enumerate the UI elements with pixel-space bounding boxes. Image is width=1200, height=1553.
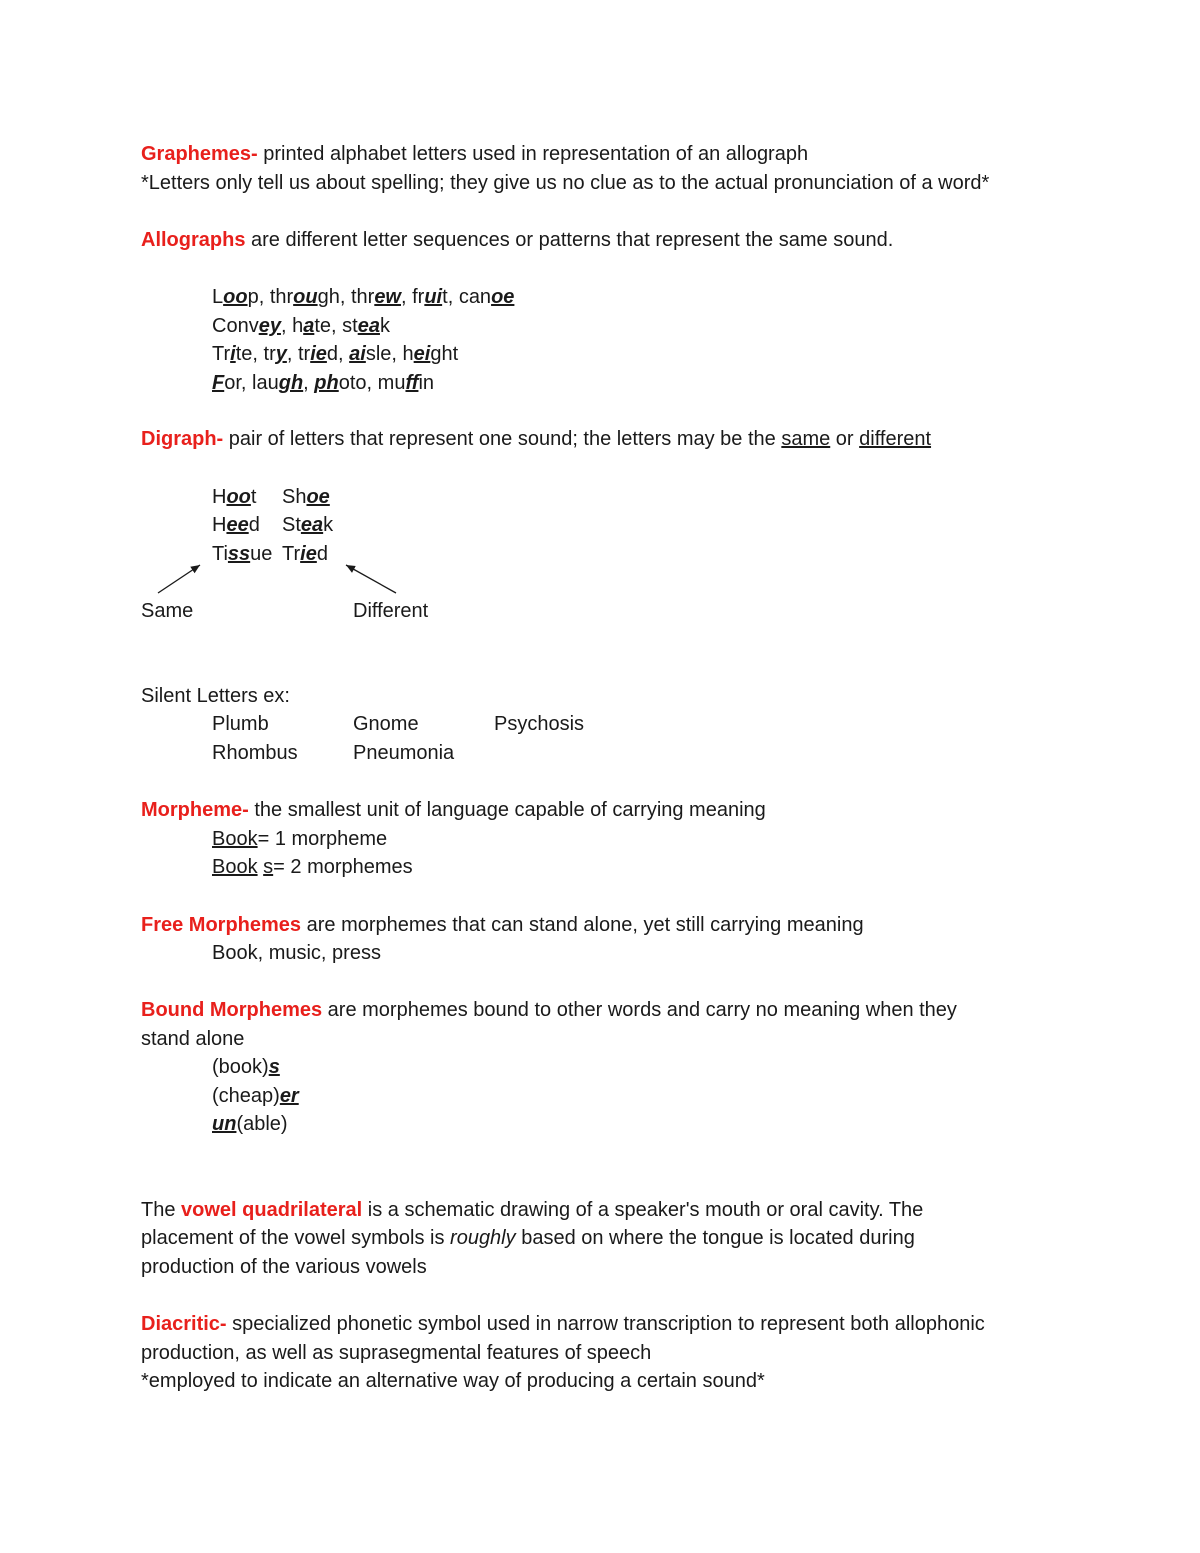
highlighted-letters: oo (223, 286, 248, 308)
highlighted-letters: ee (226, 514, 249, 536)
bound-morphemes-definition-line (141, 998, 957, 1022)
word-part: sle (365, 343, 392, 365)
word-part: L (212, 286, 224, 308)
word-part: thr (269, 286, 294, 308)
word-part: fr (412, 286, 425, 308)
free-morphemes-example: Book, music, press (212, 942, 381, 964)
diacritic-definition-line (141, 1312, 985, 1336)
word-part: Sh (282, 486, 307, 508)
diacritic-definition: specialized phonetic symbol used in narrow transcription to represent both allophonic (226, 1313, 985, 1335)
graphemes-term: Graphemes- (141, 143, 258, 165)
word-part: thr (350, 286, 375, 308)
highlighted-letters: F (212, 372, 225, 394)
word-part: d (326, 343, 339, 365)
word-part: d (248, 514, 260, 536)
bound-example-affix: s (268, 1056, 280, 1078)
digraph-definition: pair of letters that represent one sound; the letters may be the (223, 428, 782, 450)
morpheme-example-word: Book (212, 828, 258, 850)
bound-morphemes-definition: are morphemes bound to other words and carry no meaning when they (322, 999, 957, 1021)
graphemes-note: *Letters only tell us about spelling; they give us no clue as to the actual pronunciation of a word* (141, 172, 990, 194)
silent-word: Gnome (353, 713, 419, 735)
word-part: p (247, 286, 259, 308)
silent-letters-heading: Silent Letters ex: (141, 685, 290, 707)
allographs-term: Allographs (141, 229, 246, 251)
word-part: Ti (212, 543, 228, 565)
word-part: Tr (282, 543, 301, 565)
vowel-quadrilateral-line-3: production of the various vowels (141, 1256, 427, 1278)
highlighted-letters: ie (300, 543, 317, 565)
morpheme-definition: the smallest unit of language capable of carrying meaning (248, 799, 766, 821)
word-part: st (342, 315, 358, 337)
separator: , (286, 343, 298, 365)
diacritic-note: *employed to indicate an alternative way of producing a certain sound* (141, 1370, 765, 1392)
vowel-quad-pre: The (141, 1199, 182, 1221)
separator: , (303, 372, 315, 394)
vowel-quadrilateral-line-2 (141, 1226, 915, 1250)
word-part: mu (377, 372, 406, 394)
highlighted-letters: oe (491, 286, 515, 308)
arrow-to-same (158, 565, 200, 593)
word-part: lau (252, 372, 279, 394)
morpheme-example-word: Book (212, 856, 258, 878)
highlighted-letters: y (275, 343, 287, 365)
highlighted-letters: ff (405, 372, 419, 394)
vowel-quad-text: placement of the vowel symbols is (141, 1227, 451, 1249)
highlighted-letters: ea (357, 315, 380, 337)
separator: , (401, 286, 413, 308)
bound-morphemes-term: Bound Morphemes (141, 999, 323, 1021)
highlighted-letters: a (303, 315, 315, 337)
highlighted-letters: ai (349, 343, 366, 365)
word-part: can (458, 286, 492, 308)
silent-word: Rhombus (212, 742, 298, 764)
digraph-or: or (830, 428, 860, 450)
highlighted-letters: ey (258, 315, 281, 337)
separator: , (366, 372, 378, 394)
word-part: d (316, 543, 328, 565)
highlighted-letters: ui (424, 286, 443, 308)
word-part: in (418, 372, 435, 394)
word-part: tr (297, 343, 311, 365)
vowel-quadrilateral-term: vowel quadrilateral (181, 1199, 363, 1221)
word-part: h (402, 343, 414, 365)
word-part: or (224, 372, 241, 394)
bound-example-3 (212, 1112, 288, 1136)
morpheme-example-1 (212, 827, 387, 851)
word-part: k (323, 514, 334, 536)
word-part: oto (338, 372, 367, 394)
morpheme-example-suffix: s (263, 856, 274, 878)
vowel-quad-emphasis: roughly (450, 1227, 516, 1249)
word-part: t (250, 486, 257, 508)
word-part: te (235, 343, 253, 365)
word-part: h (292, 315, 304, 337)
word-part: k (379, 315, 390, 337)
separator: , (338, 343, 350, 365)
separator: , (391, 343, 403, 365)
vowel-quad-definition: is a schematic drawing of a speaker's mouth or oral cavity. The (362, 1199, 924, 1221)
word-part: Conv (212, 315, 259, 337)
label-same: Same (141, 600, 194, 622)
digraph-different-word: different (859, 428, 932, 450)
vowel-quadrilateral-line-1 (141, 1198, 923, 1222)
separator: , (258, 286, 270, 308)
morpheme-example-count: = 1 morpheme (257, 828, 388, 850)
separator: , (331, 315, 343, 337)
separator: , (280, 315, 293, 337)
word-part: t (442, 286, 448, 308)
bound-example-2 (212, 1084, 299, 1108)
silent-word: Plumb (212, 713, 269, 735)
morpheme-example-2 (212, 855, 413, 879)
morpheme-definition-line (141, 798, 766, 822)
bound-example-base: (able) (236, 1113, 288, 1135)
highlighted-letters: ei (413, 343, 431, 365)
word-part: H (212, 486, 227, 508)
highlighted-letters: ou (293, 286, 318, 308)
diacritic-term: Diacritic- (141, 1313, 227, 1335)
bound-morphemes-definition-cont: stand alone (141, 1028, 245, 1050)
highlighted-letters: gh (278, 372, 304, 394)
word-part: gh (317, 286, 340, 308)
word-part: St (282, 514, 301, 536)
word-part: H (212, 514, 227, 536)
arrow-to-different (346, 565, 396, 593)
digraph-same-word: same (781, 428, 831, 450)
bound-example-affix: un (212, 1113, 237, 1135)
highlighted-letters: ph (314, 372, 339, 394)
bound-example-base: (book) (212, 1056, 269, 1078)
morpheme-example-count: = 2 morphemes (273, 856, 413, 878)
separator: , (252, 343, 264, 365)
silent-word: Psychosis (494, 713, 585, 735)
highlighted-letters: oe (306, 486, 330, 508)
separator: , (339, 286, 351, 308)
allographs-definition: are different letter sequences or patterns that represent the same sound. (245, 229, 894, 251)
highlighted-letters: ie (310, 343, 327, 365)
highlighted-letters: ss (227, 543, 251, 565)
vowel-quad-text: based on where the tongue is located during (515, 1227, 915, 1249)
morpheme-term: Morpheme- (141, 799, 249, 821)
separator: , (240, 372, 253, 394)
silent-word: Pneumonia (353, 742, 455, 764)
word-part: ue (250, 543, 273, 565)
bound-example-1 (212, 1055, 280, 1079)
diacritic-definition-cont: production, as well as suprasegmental features of speech (141, 1342, 652, 1364)
highlighted-letters: i (230, 343, 236, 365)
word-part: te (314, 315, 332, 337)
bound-example-base: (cheap) (212, 1085, 280, 1107)
word-part: tr (263, 343, 276, 365)
graphemes-definition: printed alphabet letters used in representation of an allograph (257, 143, 809, 165)
free-morphemes-definition: are morphemes that can stand alone, yet still carrying meaning (301, 914, 864, 936)
separator: , (447, 286, 459, 308)
label-different: Different (353, 600, 429, 622)
bound-example-affix: er (279, 1085, 299, 1107)
free-morphemes-definition-line (141, 913, 864, 937)
free-morphemes-term: Free Morphemes (141, 914, 302, 936)
highlighted-letters: ew (374, 286, 401, 308)
word-part: ght (430, 343, 459, 365)
digraph-term: Digraph- (141, 428, 224, 450)
word-part: Tr (212, 343, 231, 365)
highlighted-letters: oo (226, 486, 251, 508)
highlighted-letters: ea (300, 514, 324, 536)
